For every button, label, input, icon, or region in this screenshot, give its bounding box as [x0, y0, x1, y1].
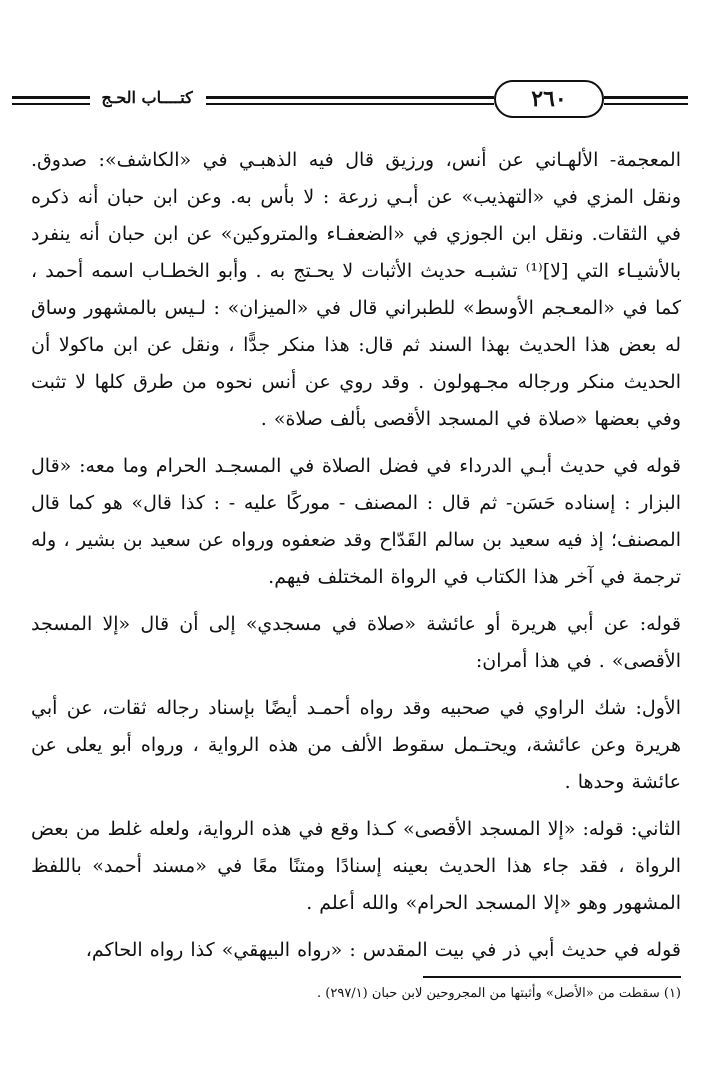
header-rule-right: [604, 96, 688, 99]
paragraph: قوله في حديث أبـي الدرداء في فضل الصلاة في المسجـد الحرام وما معه: «قال البزار : إسناده حَسَن- ثم قال : المصنف - موركًا عليه - : كذا قال» هو كما قال المصنف؛ إذ فيه سعيد بن سالم القَدّاح وقد ضعفوه ورواه عن سعيد بن بشير ، وله ترجمة في آخر هذا الكتاب في الرواة المختلف فيهم.: [31, 455, 681, 588]
page-number: ٢٦٠: [494, 80, 604, 118]
footnote-separator: [423, 976, 681, 978]
main-text: [31, 142, 681, 969]
paragraph: الثاني: قوله: «إلا المسجد الأقصى» كـذا وقع في هذه الرواية، ولعله غلط من بعض الرواة ، فقد جاء هذا الحديث بعينه إسنادًا ومتنًا معًا في «مسند أحمد» باللفظ المشهور وهو «إلا المسجد الحرام» والله أعلم .: [31, 818, 681, 914]
header-rule-right: [604, 103, 688, 105]
paragraph: قوله في حديث أبي ذر في بيت المقدس : «رواه البيهقي» كذا رواه الحاكم،: [85, 939, 681, 961]
footnote: (١) سقطت من «الأصل» وأثبتها من المجروحين لابن حبان (٢٩٧/١) .: [317, 986, 681, 1001]
paragraph: الأول: شك الراوي في صحبيه وقد رواه أحمـد أيضًا بإسناد رجاله ثقات، عن أبي هريرة وعن عائشة، ويحتـمل سقوط الألف من هذه الرواية ، ورواه أبو يعلى عن عائشة وحدها .: [31, 697, 681, 793]
header-rule-left: [12, 103, 90, 105]
running-title: كتــــاب الحـج: [101, 88, 193, 107]
header-rule-middle: [206, 103, 494, 105]
header-rule-middle: [206, 96, 494, 99]
header-rule-left: [12, 96, 90, 99]
paragraph: قوله: عن أبي هريرة أو عائشة «صلاة في مسجدي» إلى أن قال «إلا المسجد الأقصى» . في هذا أمران:: [31, 613, 681, 672]
paragraph: المعجمة- الألهـاني عن أنس، ورزيق قال فيه الذهبـي في «الكاشف»: صدوق. ونقل المزي في «التهذيب» عن أبـي زرعة : لا بأس به. وعن ابن حبان أنه ذكره في الثقات. ونقل ابن الجوزي في «الضعفـاء والمتروكين» عن ابن حبان أنه ينفرد بالأشيـاء التي [لا]⁽¹⁾ تشبـه حديث الأثبات لا يحـتج به . وأبو الخطـاب اسمه أحمد ، كما في «المعـجم الأوسط» للطبراني قال في «الميزان» : لـيس بالمشهور وساق له بعض هذا الحديث بهذا السند ثم قال: هذا منكر جدًّا ، ونقل عن ابن ماكولا أن الحديث منكر ورجاله مجـهولون . وقد روي عن أنس نحوه من طرق كلها لا تثبت وفي بعضها «صلاة في المسجد الأقصى بألف صلاة» .: [31, 149, 681, 430]
